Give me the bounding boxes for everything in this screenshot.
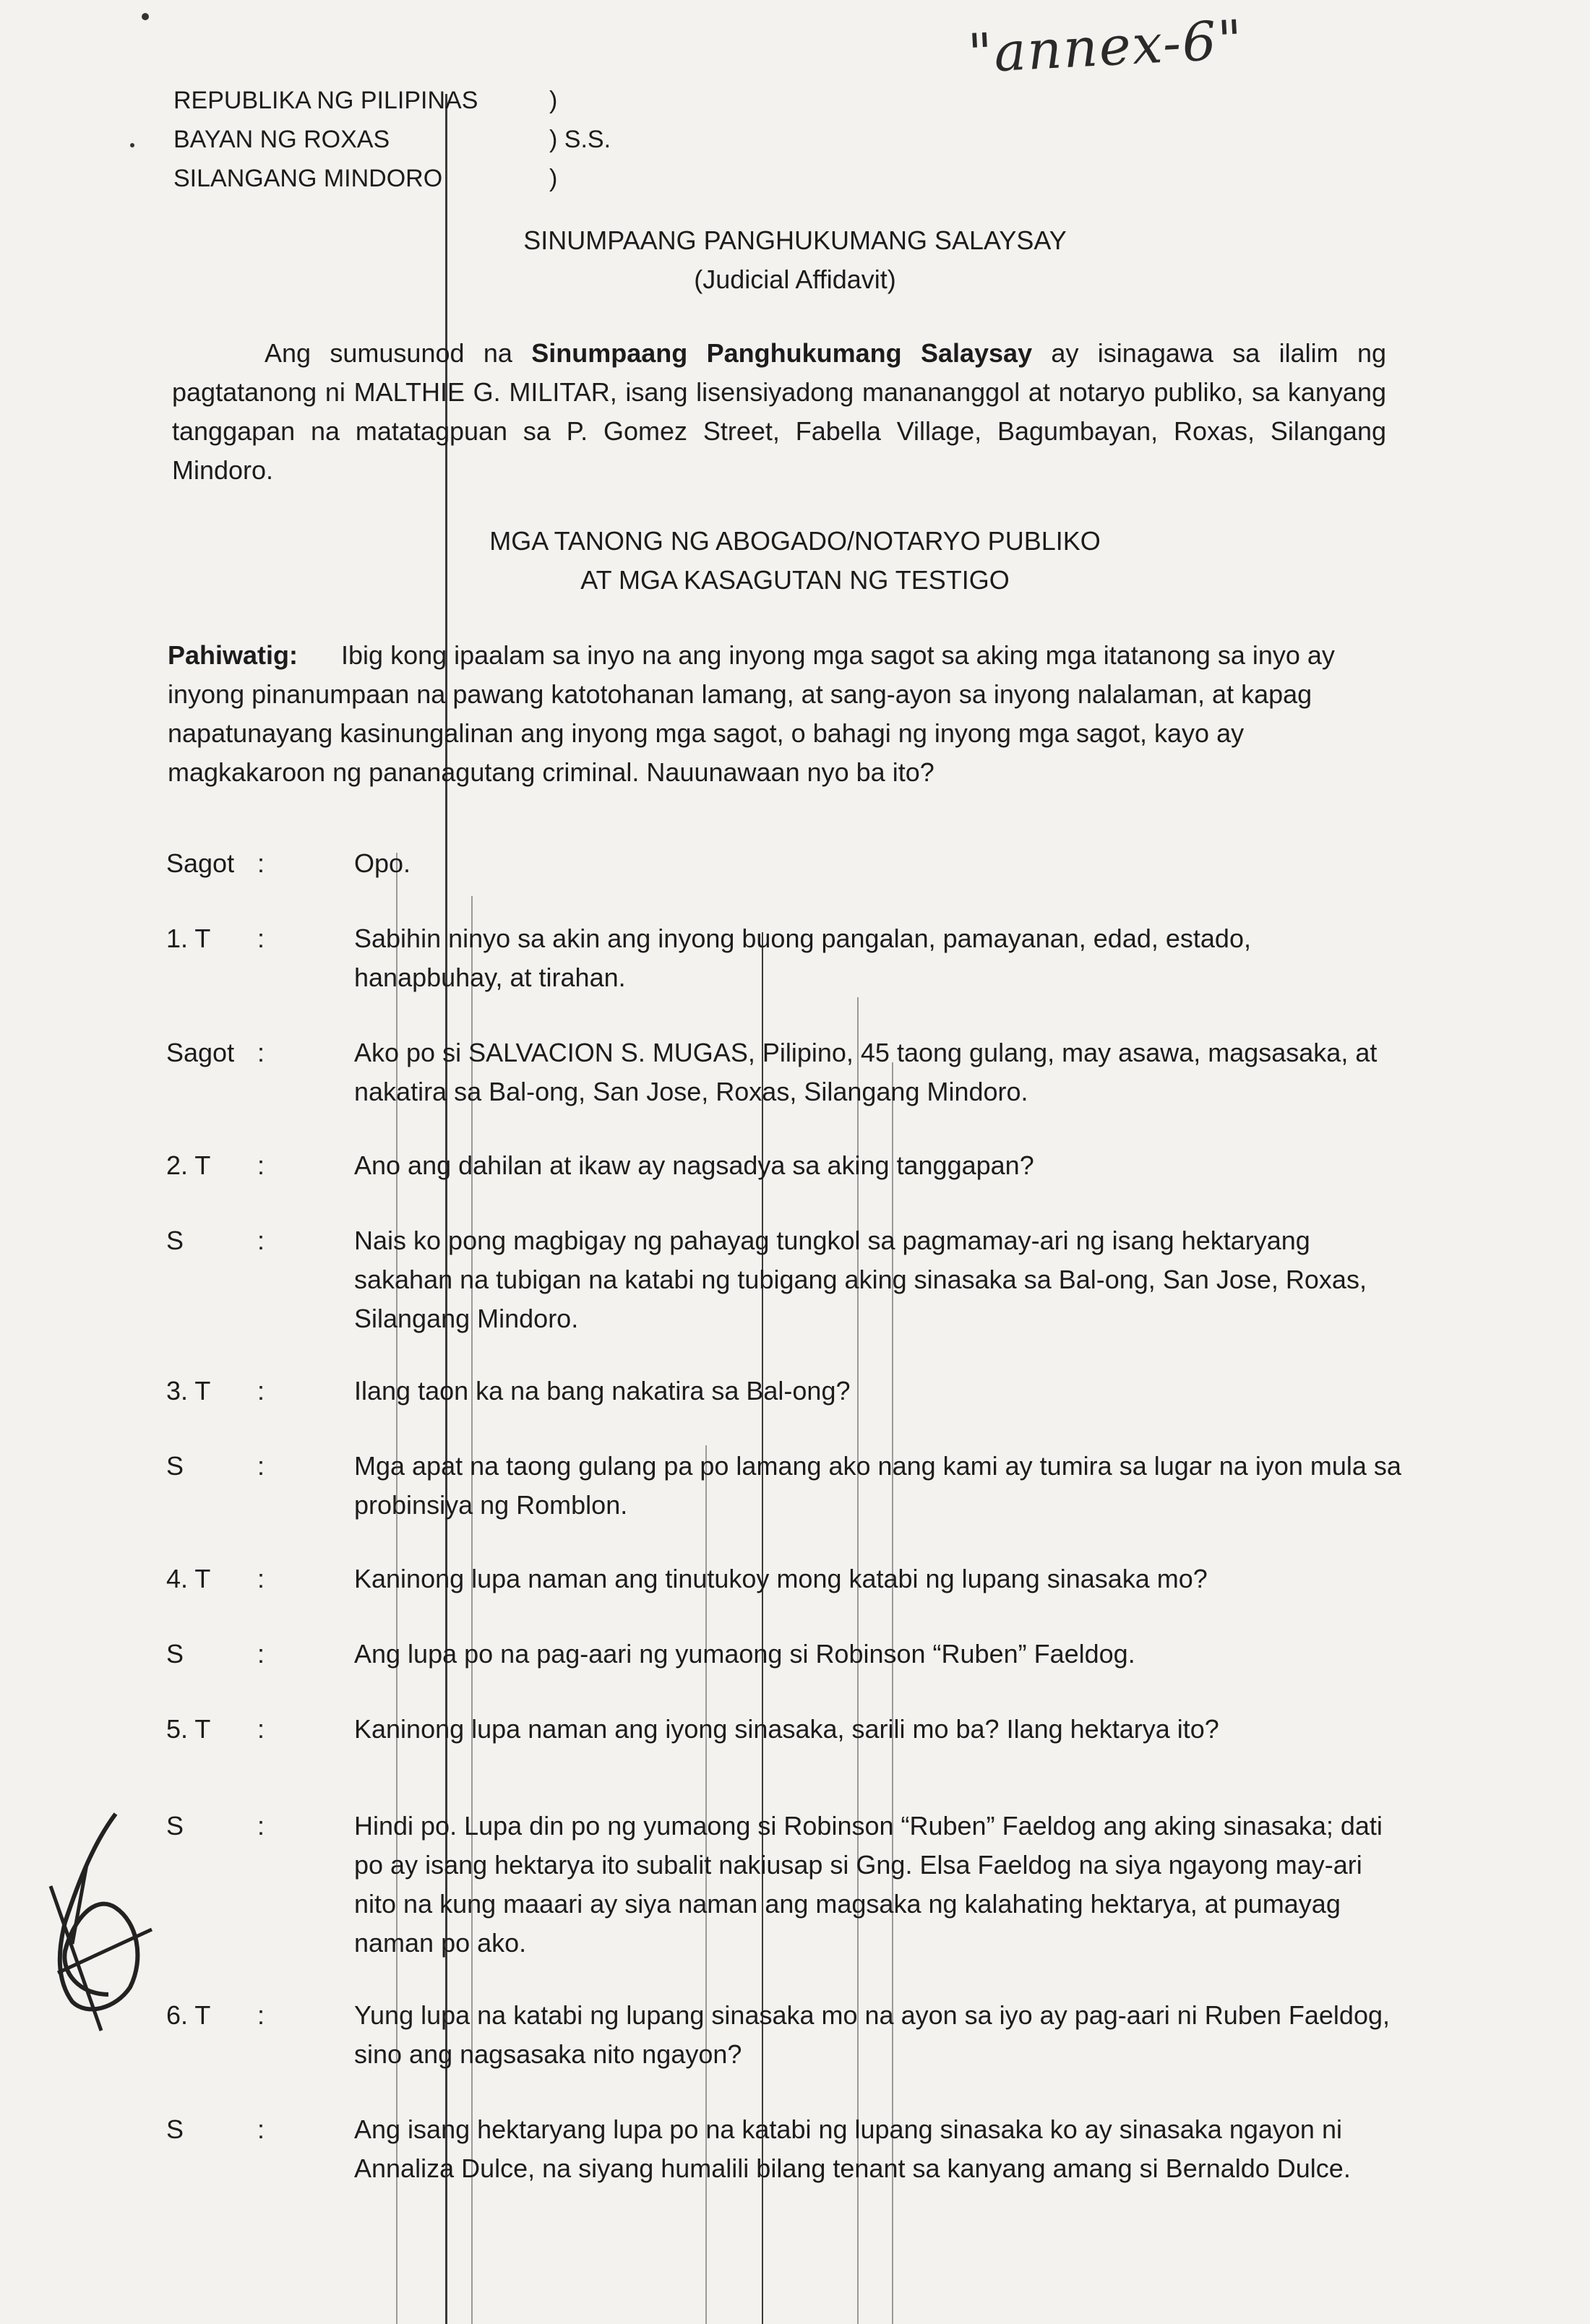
- qa-text: Yung lupa na katabi ng lupang sinasaka mo na ayon sa iyo ay pag-aari ni Ruben Faeldog, sino ang nagsasaka nito ngayon?: [354, 2000, 1390, 2069]
- qa-key: 3. T: [166, 1376, 211, 1406]
- qa-colon: :: [257, 1714, 265, 1744]
- notice-paragraph: [168, 636, 1389, 792]
- intro-bold: Sinumpaang Panghukumang Salaysay: [531, 338, 1033, 368]
- qa-colon: :: [257, 1564, 265, 1593]
- qa-key: 6. T: [166, 2000, 211, 2030]
- qa-text: Ano ang dahilan at ikaw ay nagsadya sa aking tanggapan?: [354, 1150, 1034, 1180]
- qa-key: S: [166, 2114, 184, 2144]
- intro-paragraph: [172, 334, 1386, 490]
- qa-colon: :: [257, 2114, 265, 2144]
- qa-colon: :: [257, 1226, 265, 1255]
- venue-line: REPUBLIKA NG PILIPINAS: [173, 87, 478, 114]
- qa-key: Sagot: [166, 1038, 235, 1067]
- qa-key: Sagot: [166, 848, 235, 878]
- qa-key: S: [166, 1226, 184, 1255]
- qa-colon: :: [257, 1038, 265, 1067]
- venue-paren: ): [549, 87, 558, 114]
- qa-colon: :: [257, 848, 265, 878]
- venue-block: [173, 81, 611, 198]
- qa-key: 1. T: [166, 924, 211, 953]
- notice-label: Pahiwatig:: [168, 640, 298, 670]
- qa-colon: :: [257, 924, 265, 953]
- qa-colon: :: [257, 1150, 265, 1180]
- qa-key: S: [166, 1451, 184, 1481]
- qa-colon: :: [257, 1639, 265, 1669]
- qa-text: Ilang taon ka na bang nakatira sa Bal-ong?: [354, 1376, 851, 1406]
- scan-speck: [130, 143, 134, 147]
- qa-text: Hindi po. Lupa din po ng yumaong si Robinson “Ruben” Faeldog ang aking sinasaka; dati po ay isang hektarya ito subalit nakiusap si Gng. Elsa Faeldog na siya ngayong may-ari nito na kung maaari ay siya naman ang magsaka ng kalahating hektarya, at pumayag naman po ako.: [354, 1811, 1383, 1958]
- qa-key: 4. T: [166, 1564, 211, 1593]
- qa-text: Ako po si SALVACION S. MUGAS, Pilipino, 45 taong gulang, may asawa, magsasaka, at nakatira sa Bal-ong, San Jose, Roxas, Silangang Mindoro.: [354, 1038, 1378, 1106]
- qa-colon: :: [257, 1376, 265, 1406]
- qa-text: Sabihin ninyo sa akin ang inyong buong pangalan, pamayanan, edad, estado, hanapbuhay, at tirahan.: [354, 924, 1251, 992]
- qa-key: S: [166, 1811, 184, 1841]
- annex-handwritten-label: "annex-6": [966, 9, 1245, 86]
- signature-mark: [29, 1799, 166, 2038]
- intro-text: ay isinagawa sa ilalim ng pagtatanong ni MALTHIE G. MILITAR, isang lisensiyadong manananggol at notaryo publiko, sa kanyang tanggapan na matatagpuan sa P. Gomez Street, Fabella Village, Bagumbayan, Roxas, Silangang Mindoro.: [172, 338, 1386, 485]
- intro-text: Ang sumusunod na: [265, 338, 532, 368]
- qa-colon: :: [257, 1451, 265, 1481]
- notice-text: Ibig kong ipaalam sa inyo na ang inyong mga sagot sa aking mga itatanong sa inyo ay inyong pinanumpaan na pawang katotohanan lamang, at sang-ayon sa inyong nalalaman, at kapag napatunayang kasinungalinan ang inyong mga sagot, o bahagi ng inyong mga sagot, kayo ay magkakaroon ng pananagutang criminal. Nauunawaan nyo ba ito?: [168, 640, 1335, 787]
- document-title: SINUMPAANG PANGHUKUMANG SALAYSAY: [523, 225, 1067, 255]
- qa-text: Kaninong lupa naman ang tinutukoy mong katabi ng lupang sinasaka mo?: [354, 1564, 1208, 1593]
- venue-ss: ) S.S.: [549, 126, 611, 153]
- qa-colon: :: [257, 2000, 265, 2030]
- qa-text: Nais ko pong magbigay ng pahayag tungkol sa pagmamay-ari ng isang hektaryang sakahan na tubigan na katabi ng tubigang aking sinasaka sa Bal-ong, San Jose, Roxas, Silangang Mindoro.: [354, 1226, 1367, 1333]
- venue-line: BAYAN NG ROXAS: [173, 126, 390, 153]
- qa-key: S: [166, 1639, 184, 1669]
- qa-key: 5. T: [166, 1714, 211, 1744]
- scan-speck: [142, 13, 149, 20]
- venue-paren: ): [549, 165, 558, 192]
- section-heading: AT MGA KASAGUTAN NG TESTIGO: [580, 565, 1010, 595]
- qa-colon: :: [257, 1811, 265, 1841]
- qa-text: Opo.: [354, 848, 411, 878]
- qa-text: Mga apat na taong gulang pa po lamang ako nang kami ay tumira sa lugar na iyon mula sa probinsiya ng Romblon.: [354, 1451, 1401, 1520]
- venue-line: SILANGANG MINDORO: [173, 165, 443, 192]
- document-subtitle: (Judicial Affidavit): [694, 264, 896, 294]
- qa-text: Kaninong lupa naman ang iyong sinasaka, sarili mo ba? Ilang hektarya ito?: [354, 1714, 1219, 1744]
- section-heading: MGA TANONG NG ABOGADO/NOTARYO PUBLIKO: [489, 526, 1101, 556]
- qa-text: Ang lupa po na pag-aari ng yumaong si Robinson “Ruben” Faeldog.: [354, 1639, 1135, 1669]
- qa-text: Ang isang hektaryang lupa po na katabi ng lupang sinasaka ko ay sinasaka ngayon ni Annaliza Dulce, na siyang humalili bilang tenant sa kanyang amang si Bernaldo Dulce.: [354, 2114, 1351, 2183]
- qa-key: 2. T: [166, 1150, 211, 1180]
